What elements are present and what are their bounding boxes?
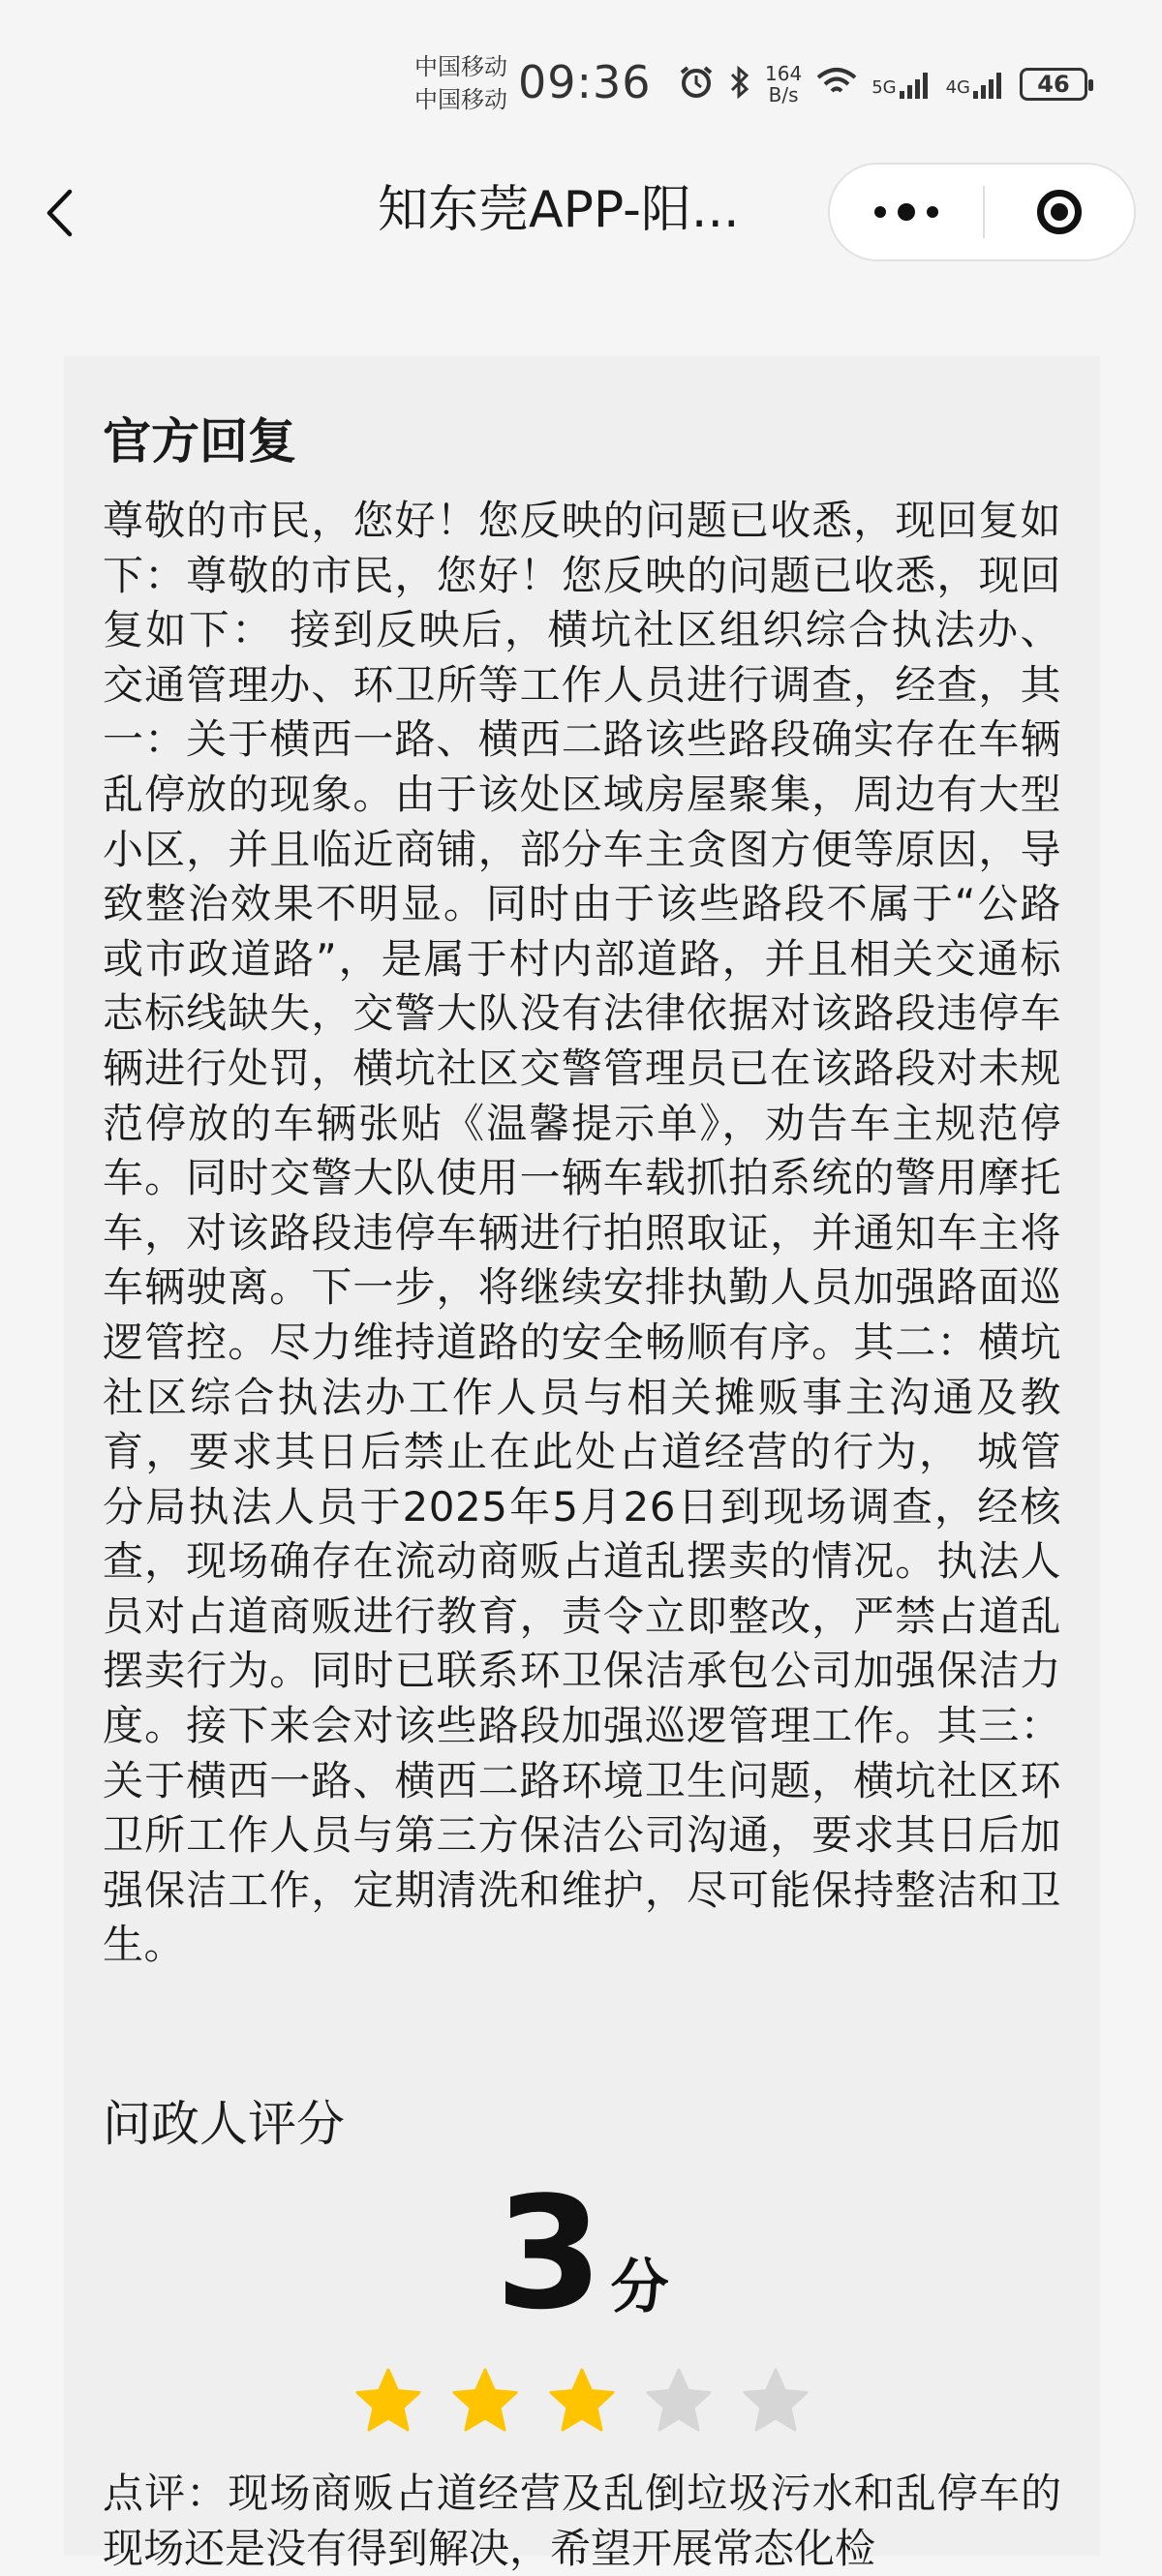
alarm-icon — [678, 64, 715, 105]
status-bar — [0, 0, 1162, 145]
star-filled-icon — [548, 2368, 616, 2432]
clock: 09:36 — [518, 56, 652, 108]
carrier-1: 中国移动 — [414, 53, 507, 80]
official-reply-title: 官方回复 — [103, 413, 296, 470]
more-icon[interactable] — [830, 165, 983, 259]
reply-card — [64, 356, 1100, 2572]
miniprogram-capsule — [828, 163, 1136, 261]
net-speed-value: 164 — [765, 62, 803, 85]
signal-5g-label: 5G — [872, 77, 897, 98]
signal-bars-icon — [973, 70, 1006, 99]
carrier-2: 中国移动 — [414, 86, 507, 113]
rating-title: 问政人评分 — [103, 2096, 345, 2152]
navigation-bar — [0, 145, 1162, 281]
page-title: 知东莞APP-阳... — [378, 181, 740, 239]
net-speed — [765, 63, 802, 106]
wifi-icon — [815, 66, 858, 103]
back-chevron-icon[interactable] — [35, 184, 83, 242]
battery-indicator: 46 — [1020, 68, 1087, 101]
official-reply-body: 尊敬的市民，您好！您反映的问题已收悉，现回复如下：尊敬的市民，您好！您反映的问题已收悉，现回复如下： 接到反映后，横坑社区组织综合执法办、交通管理办、环卫所等工作人员进行调查，经查，其一：关于横西一路、横西二路该些路段确实存在车辆乱停放的现象。由于该处区域房屋聚集，周边有大型小区，并且临近商铺，部分车主贪图方便等原因，导致整治效果不明显。同时由于该些路段不属于“公路或市政道路”，是属于村内部道路，并且相关交通标志标线缺失，交警大队没有法律依据对该路段违停车辆进行处罚，横坑社区交警管理员已在该路段对未规范停放的车辆张贴《温馨提示单》，劝告车主规范停车。同时交警大队使用一辆车载抓拍系统的警用摩托车，对该路段违停车辆进行拍照取证，并通知车主将车辆驶离。下一步，将继续安排执勤人员加强路面巡逻管控。尽力维持道路的安全畅顺有序。其二：横坑社区综合执法办工作人员与相关摊贩事主沟通及教育，要求其日后禁止在此处占道经营的行为， 城管分局执法人员于2025年5月26日到现场调查，经核查，现场确存在流动商贩占道乱摆卖的情况。执法人员对占道商贩进行教育，责令立即整改，严禁占道乱摆卖行为。同时已联系环卫保洁承包公司加强保洁力度。接下来会对该些路段加强巡逻管理工作。其三：关于横西一路、横西二路环境卫生问题，横坑社区环卫所工作人员与第三方保洁公司沟通，要求其日后加强保洁工作，定期清洗和维护，尽可能保持整洁和卫生。 — [103, 497, 1061, 1969]
star-empty-icon — [645, 2368, 713, 2432]
bluetooth-icon — [728, 64, 751, 105]
star-empty-icon — [742, 2368, 810, 2432]
score-display — [64, 2163, 1100, 2344]
signal-4g-label: 4G — [945, 77, 970, 98]
rating-comment: 点评：现场商贩占道经营及乱倒垃圾污水和乱停车的现场还是没有得到解决，希望开展常态化检 — [103, 2470, 1061, 2572]
carrier-labels — [414, 50, 507, 116]
score-value: 3 — [495, 2163, 603, 2344]
star-rating — [354, 2368, 810, 2432]
star-filled-icon — [451, 2368, 519, 2432]
net-speed-unit: B/s — [768, 83, 799, 106]
close-miniprogram-icon[interactable] — [985, 165, 1134, 259]
signal-5g — [872, 70, 932, 99]
signal-4g — [946, 70, 1006, 99]
score-unit: 分 — [610, 2254, 669, 2321]
status-icons — [678, 60, 1087, 108]
signal-bars-icon — [900, 70, 933, 99]
star-filled-icon — [354, 2368, 422, 2432]
